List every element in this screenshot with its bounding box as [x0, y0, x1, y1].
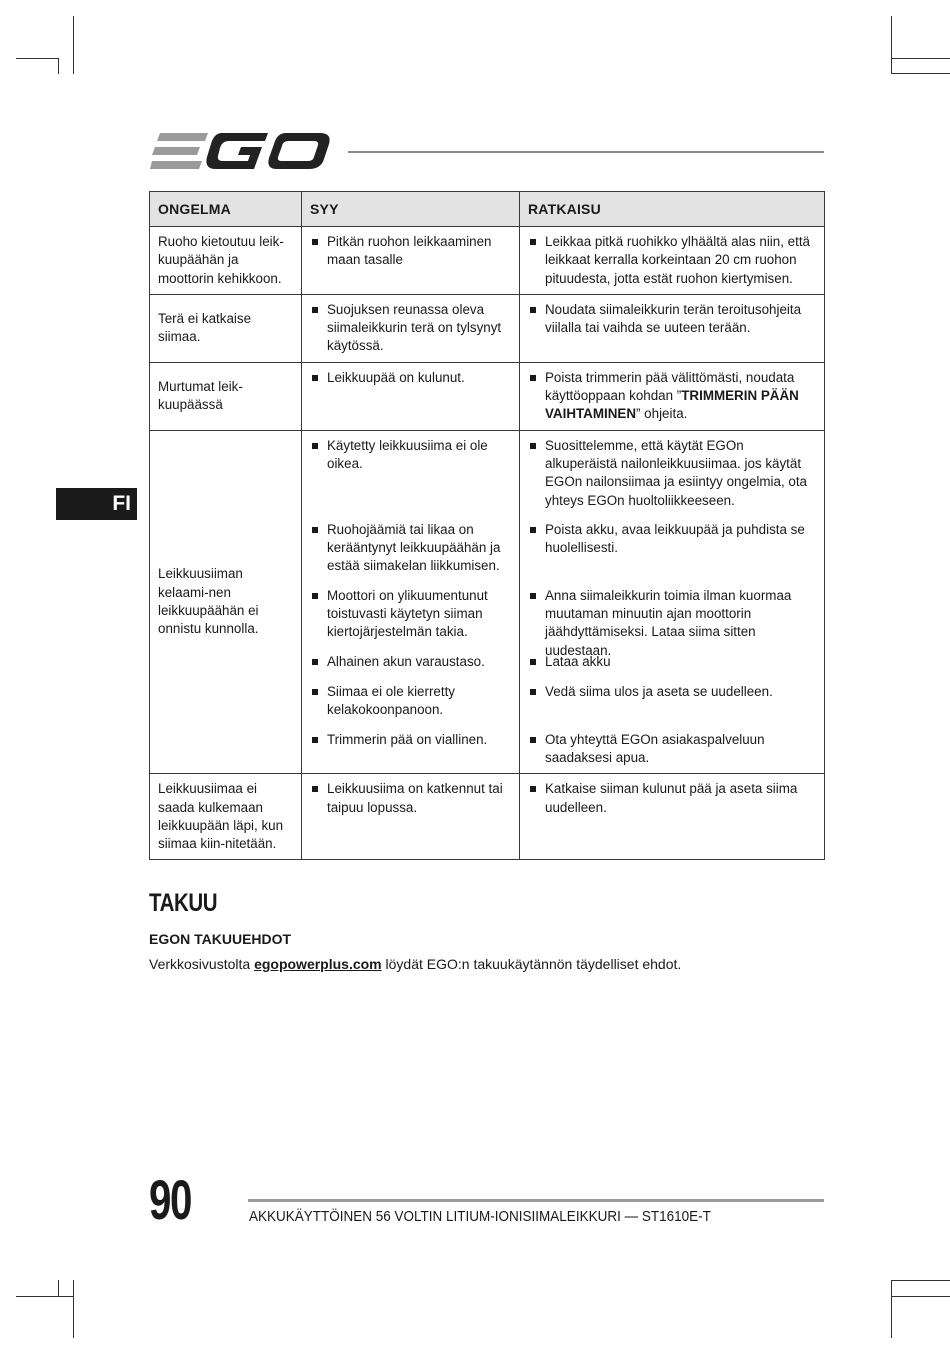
- bullet-item: Trimmerin pää on viallinen.: [310, 731, 511, 749]
- problem-cell: Murtumat leik-kuupäässä: [150, 362, 302, 430]
- crop-mark: [58, 58, 59, 74]
- problem-cell: Leikkuusiiman kelaami-nen leikkuupäähän ei onnistu kunnolla.: [150, 430, 302, 774]
- header-rule: [348, 151, 824, 153]
- table-header-row: [150, 192, 825, 227]
- bullet-item: Leikkuusiima on katkennut tai taipuu lopussa.: [310, 780, 511, 817]
- solution-cell: [520, 430, 825, 774]
- crop-mark: [891, 1280, 950, 1281]
- header-solution: RATKAISU: [520, 192, 825, 227]
- bullet-item: Vedä siima ulos ja aseta se uudelleen.: [528, 683, 816, 720]
- cause-cell: [302, 362, 520, 430]
- bullet-item: Anna siimaleikkurin toimia ilman kuormaa muutaman minuutin ajan moottorin jäähdyttämiseksi. Lataa siima sitten uudestaan.: [528, 587, 816, 642]
- bullet-item: Poista trimmerin pää välittömästi, noudata käyttöoppaan kohdan ”TRIMMERIN PÄÄN VAIHTAMINEN” ohjeita.: [528, 369, 816, 424]
- crop-mark: [891, 16, 892, 74]
- solution-cell: [520, 362, 825, 430]
- crop-mark: [891, 1296, 950, 1297]
- bullet-item: Käytetty leikkuusiima ei ole oikea.: [310, 437, 511, 510]
- table-row: [150, 430, 825, 774]
- cause-cell: [302, 294, 520, 362]
- website-link[interactable]: egopowerplus.com: [254, 956, 382, 972]
- table-row: [150, 362, 825, 430]
- troubleshooting-table: [149, 191, 825, 860]
- bullet-item: Katkaise siiman kulunut pää ja aseta siima uudelleen.: [528, 780, 816, 817]
- warranty-subtitle: EGON TAKUUEHDOT: [149, 931, 292, 947]
- warranty-text: Verkkosivustolta egopowerplus.com löydät EGO:n takuukäytännön täydelliset ehdot.: [149, 956, 682, 972]
- solution-cell: [520, 774, 825, 860]
- table-row: [150, 774, 825, 860]
- bullet-item: Ruohojäämiä tai likaa on kerääntynyt leikkuupäähän ja estää siimakelan liikkumisen.: [310, 521, 511, 576]
- bullet-item: Noudata siimaleikkurin terän teroitusohjeita viilalla tai vaihda se uuteen terään.: [528, 301, 816, 338]
- header-cause: SYY: [302, 192, 520, 227]
- language-tab: FI: [56, 488, 137, 520]
- warranty-title: TAKUU: [149, 889, 218, 917]
- bullet-item: Ota yhteyttä EGOn asiakaspalveluun saadaksesi apua.: [528, 731, 816, 768]
- crop-mark: [891, 58, 950, 59]
- crop-mark: [73, 16, 74, 74]
- cause-cell: [302, 774, 520, 860]
- problem-cell: Leikkuusiimaa ei saada kulkemaan leikkuupään läpi, kun siimaa kiin-nitetään.: [150, 774, 302, 860]
- problem-cell: Terä ei katkaise siimaa.: [150, 294, 302, 362]
- crop-mark: [58, 1280, 59, 1296]
- bullet-item: Suosittelemme, että käytät EGOn alkuperäistä nailonleikkuusiimaa. jos käytät EGOn nailonsiimaa ja esiintyy ongelmia, ota yhteys EGOn huoltoliikkeeseen.: [528, 437, 816, 510]
- crop-mark: [16, 1296, 74, 1297]
- problem-cell: Ruoho kietoutuu leik-kuupäähän ja moottorin kehikkoon.: [150, 227, 302, 295]
- bullet-item: Leikkaa pitkä ruohikko ylhäältä alas niin, että leikkaat kerralla korkeintaan 20 cm ruohon pituudesta, jotta estät ruohon kiertymisen.: [528, 233, 816, 288]
- page-number: 90: [149, 1168, 191, 1231]
- table-row: [150, 227, 825, 295]
- cause-cell: [302, 227, 520, 295]
- bullet-item: Alhainen akun varaustaso.: [310, 653, 511, 672]
- header-problem: ONGELMA: [150, 192, 302, 227]
- crop-mark: [891, 1280, 892, 1338]
- bullet-item: Poista akku, avaa leikkuupää ja puhdista se huolellisesti.: [528, 521, 816, 576]
- bullet-item: Leikkuupää on kulunut.: [310, 369, 511, 387]
- bullet-item: Moottori on ylikuumentunut toistuvasti käytetyn siiman kiertojärjestelmän takia.: [310, 587, 511, 642]
- crop-mark: [16, 58, 58, 59]
- solution-cell: [520, 227, 825, 295]
- table-row: [150, 294, 825, 362]
- footer-product-title: AKKUKÄYTTÖINEN 56 VOLTIN LITIUM-IONISIIMALEIKKURI — ST1610E-T: [249, 1208, 711, 1225]
- cause-cell: [302, 430, 520, 774]
- bullet-item: Siimaa ei ole kierretty kelakokoonpanoon.: [310, 683, 511, 720]
- crop-mark: [891, 73, 950, 74]
- ego-logo: [150, 130, 332, 172]
- solution-cell: [520, 294, 825, 362]
- bullet-item: Pitkän ruohon leikkaaminen maan tasalle: [310, 233, 511, 270]
- bullet-item: Suojuksen reunassa oleva siimaleikkurin terä on tylsynyt käytössä.: [310, 301, 511, 356]
- crop-mark: [73, 1280, 74, 1338]
- section-reference: TRIMMERIN PÄÄN VAIHTAMINEN: [545, 388, 799, 422]
- footer-rule: [248, 1199, 824, 1202]
- bullet-item: Lataa akku: [528, 653, 816, 672]
